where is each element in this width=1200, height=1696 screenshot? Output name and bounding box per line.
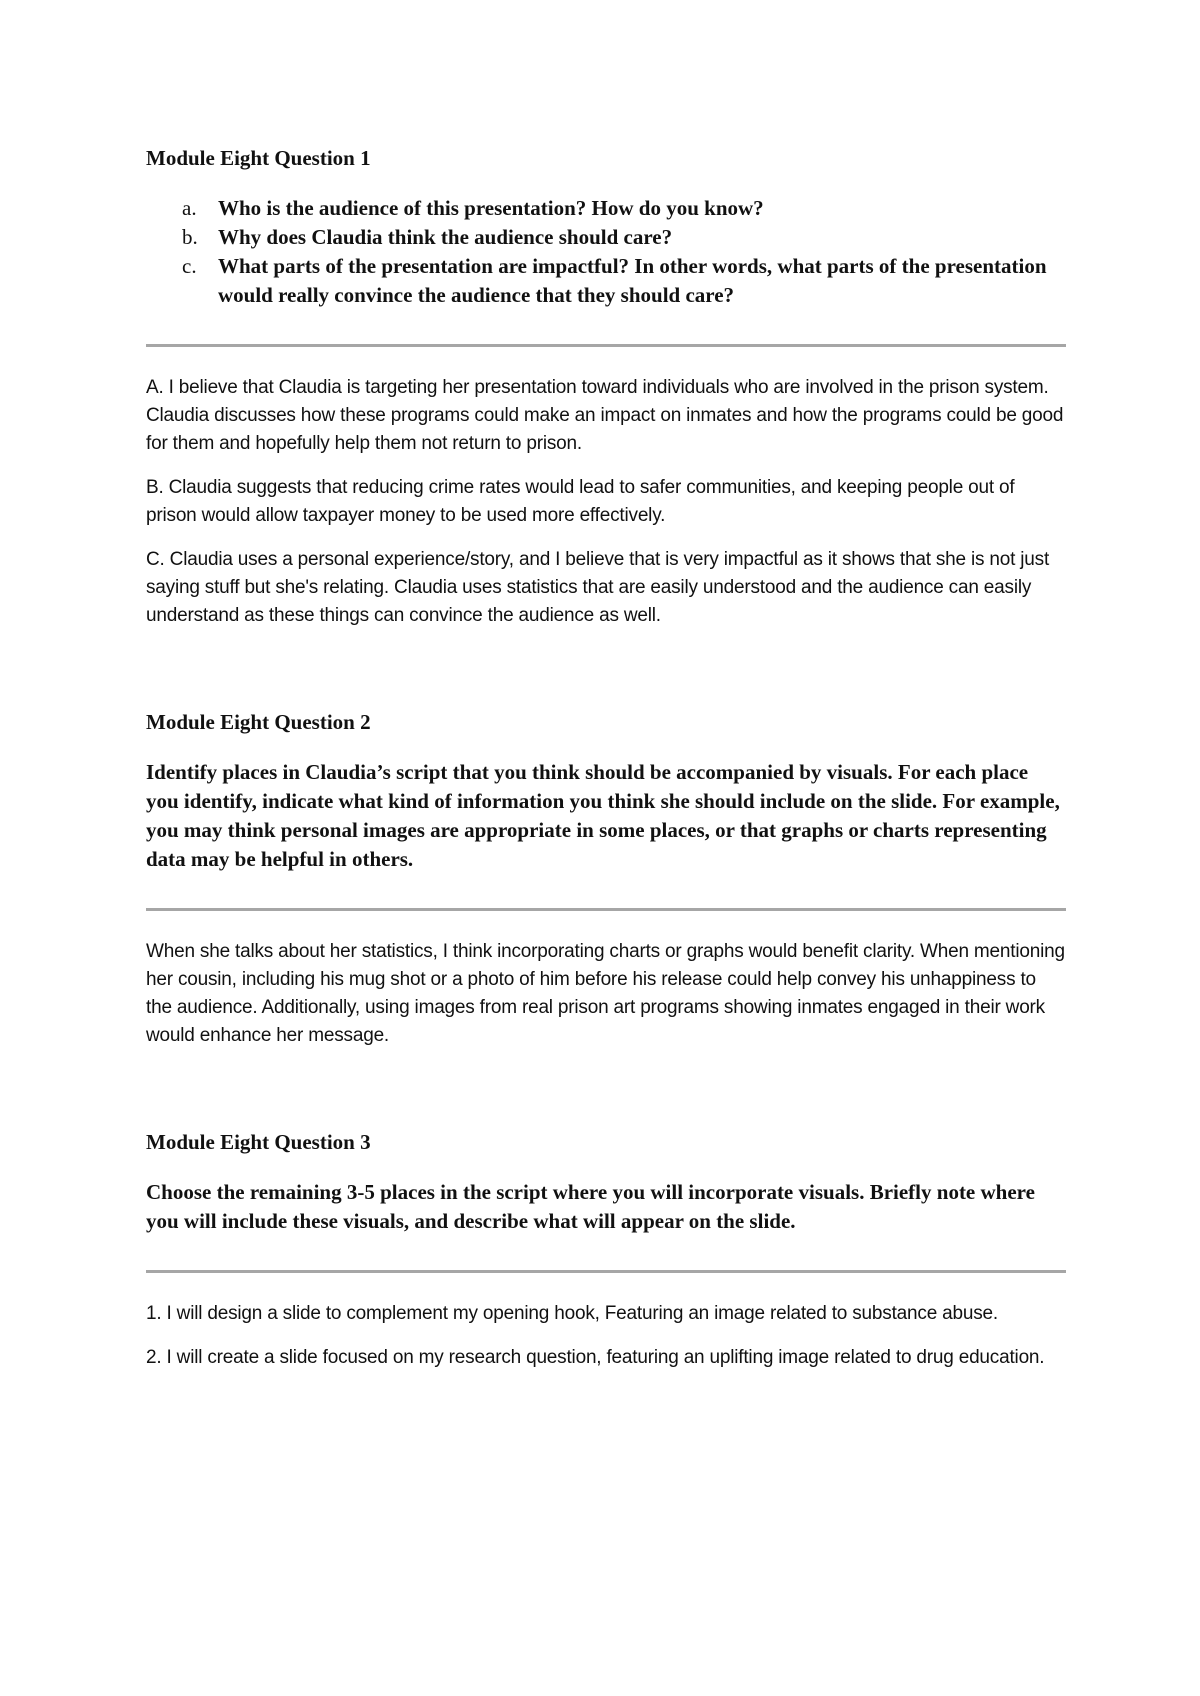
answer-paragraph: 2. I will create a slide focused on my research question, featuring an uplifting image related to drug education.	[146, 1347, 1045, 1368]
question-1-item-text: Why does Claudia think the audience should care?	[218, 225, 673, 249]
question-2-prompt: Identify places in Claudia’s script that you think should be accompanied by visuals. For each place you identify, indicate what kind of information you think she should include on the slide. For example, you may think personal images are appropriate in some places, or that graphs or charts representing data may be helpful in others.	[146, 760, 1060, 871]
question-3-section	[146, 1128, 1066, 1372]
question-3-prompt: Choose the remaining 3-5 places in the script where you will incorporate visuals. Briefly note where you will include these visuals, and describe what will appear on the slide.	[146, 1180, 1035, 1233]
question-1-item-text: What parts of the presentation are impactful? In other words, what parts of the presentation would really convince the audience that they should care?	[218, 254, 1047, 307]
question-1-title: Module Eight Question 1	[146, 146, 371, 170]
document-page	[146, 144, 1066, 1372]
answer-paragraph: B. Claudia suggests that reducing crime rates would lead to safer communities, and keeping people out of prison would allow taxpayer money to be used more effectively.	[146, 477, 1015, 526]
list-marker: b.	[182, 225, 198, 249]
question-1-list	[146, 194, 1066, 310]
answer-paragraph: When she talks about her statistics, I think incorporating charts or graphs would benefit clarity. When mentioning her cousin, including his mug shot or a photo of him before his release could help convey his unhappiness to the audience. Additionally, using images from real prison art programs showing inmates engaged in their work would enhance her message.	[146, 941, 1065, 1046]
question-1-section	[146, 144, 1066, 630]
question-2-section	[146, 708, 1066, 1050]
question-2-title: Module Eight Question 2	[146, 710, 371, 734]
answer-paragraph: C. Claudia uses a personal experience/story, and I believe that is very impactful as it shows that she is not just saying stuff but she's relating. Claudia uses statistics that are easily understood and the audience can easily understand as these things can convince the audience as well.	[146, 549, 1050, 626]
question-1-item-text: Who is the audience of this presentation? How do you know?	[218, 196, 764, 220]
list-marker: c.	[182, 254, 197, 278]
question-1-item-a	[146, 194, 1066, 223]
divider	[146, 908, 1066, 911]
answer-paragraph: A. I believe that Claudia is targeting her presentation toward individuals who are involved in the prison system. Claudia discusses how these programs could make an impact on inmates and how the programs could be good for them and hopefully help them not return to prison.	[146, 377, 1064, 454]
question-1-item-c	[146, 252, 1066, 310]
answer-paragraph: 1. I will design a slide to complement my opening hook, Featuring an image related to substance abuse.	[146, 1303, 998, 1324]
list-marker: a.	[182, 196, 197, 220]
question-1-item-b	[146, 223, 1066, 252]
question-3-title: Module Eight Question 3	[146, 1130, 371, 1154]
divider	[146, 344, 1066, 347]
divider	[146, 1270, 1066, 1273]
